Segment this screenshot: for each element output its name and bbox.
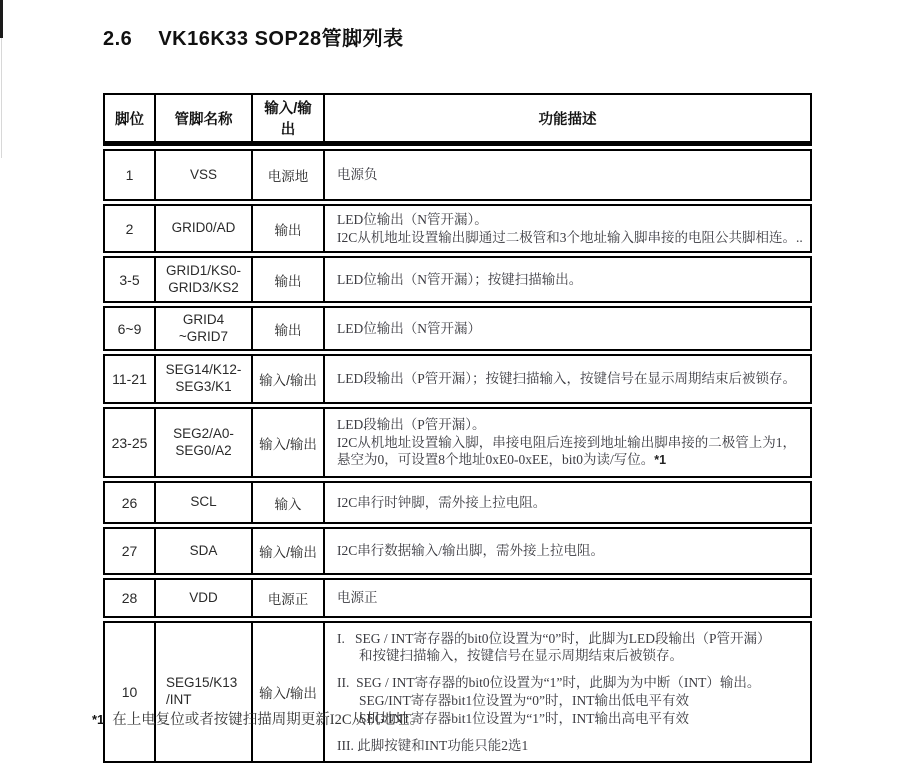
table-row [103, 621, 812, 763]
io-cell: 输入/输出 [253, 621, 325, 763]
name-line: SEG14/K12- [165, 362, 242, 378]
name-line: GRID3/KS2 [168, 279, 239, 295]
pin-cell: 1 [103, 149, 156, 201]
name-cell [156, 149, 253, 201]
io-cell: 输出 [253, 204, 325, 253]
name-line: SEG15/K13 [166, 675, 238, 691]
pin-cell: 28 [103, 578, 156, 618]
footnote-marker: *1 [92, 712, 105, 727]
section-title-text: VK16K33 SOP28管脚列表 [158, 28, 404, 50]
desc-cell [325, 527, 812, 575]
table-row [103, 306, 812, 351]
desc-line-text: I. SEG / INT寄存器的bit0位设置为“0”时，此脚为LED段输出（P管开漏） [337, 630, 771, 646]
desc-line-text: SEG/INT寄存器bit1位设置为“0”时，INT输出低电平有效 [359, 693, 689, 708]
desc-line-text: LED位输出（N管开漏）；按键扫描输出。 [337, 271, 583, 287]
desc-line-text: I2C串行时钟脚，需外接上拉电阻。 [337, 494, 547, 510]
desc-line [337, 674, 804, 692]
page-title [103, 22, 404, 51]
scan-edge-shadow [1, 38, 2, 158]
pin-cell: 26 [103, 481, 156, 524]
pin-table-header [103, 93, 812, 146]
name-cell [156, 527, 253, 575]
desc-line [337, 494, 804, 512]
header-name: 管脚名称 [156, 93, 253, 146]
name-line: VDD [189, 589, 218, 605]
desc-line-text: I2C串行数据输入/输出脚，需外接上拉电阻。 [337, 543, 605, 559]
scan-edge-artifact [0, 0, 3, 38]
name-cell [156, 621, 253, 763]
name-line: SEG2/A0- [173, 425, 234, 441]
pin-cell: 27 [103, 527, 156, 575]
name-line: GRID1/KS0- [165, 262, 242, 278]
desc-cell [325, 256, 812, 303]
desc-line-text: 电源负 [337, 167, 378, 183]
desc-cell [325, 621, 812, 763]
table-row [103, 527, 812, 575]
desc-cell [325, 149, 812, 201]
name-cell [156, 256, 253, 303]
desc-line [337, 271, 804, 289]
desc-line [337, 589, 804, 607]
header-io: 输入/输出 [253, 93, 325, 146]
desc-line [337, 647, 804, 665]
desc-line [337, 320, 804, 338]
name-cell [156, 306, 253, 351]
pin-cell: 3-5 [103, 256, 156, 303]
name-line: SCL [190, 494, 217, 510]
pin-cell: 6~9 [103, 306, 156, 351]
pin-table-body [103, 149, 812, 763]
desc-cell [325, 578, 812, 618]
io-cell: 输入/输出 [253, 354, 325, 404]
name-line: /INT [166, 692, 192, 707]
table-row [103, 407, 812, 478]
desc-line [337, 166, 804, 184]
table-row [103, 204, 812, 253]
table-row [103, 256, 812, 303]
name-cell [156, 481, 253, 524]
desc-cell [325, 407, 812, 478]
io-cell: 输入/输出 [253, 527, 325, 575]
desc-line-text: III. 此脚按键和INT功能只能2选1 [337, 737, 529, 753]
name-line: GRID0/AD [171, 220, 236, 236]
footnote-ref: *1 [654, 453, 667, 468]
desc-line [337, 630, 804, 648]
desc-line [337, 211, 804, 229]
desc-line-text: 和按键扫描输入，按键信号在显示周期结束后被锁存。 [359, 648, 683, 664]
name-cell [156, 354, 253, 404]
desc-line-text: LED段输出（P管开漏）；按键扫描输入，按键信号在显示周期结束后被锁存。 [337, 371, 796, 387]
name-line: SEG0/A2 [175, 442, 232, 458]
desc-line-text: LED位输出（N管开漏）。 [337, 211, 488, 227]
desc-line [337, 737, 804, 755]
pin-cell: 10 [103, 621, 156, 763]
io-cell: 输入/输出 [253, 407, 325, 478]
desc-line [337, 434, 804, 470]
table-row [103, 578, 812, 618]
footnote-text: 在上电复位或者按键扫描周期更新I2C从机地址。 [112, 712, 425, 728]
desc-line-text: LED位输出（N管开漏） [337, 320, 481, 336]
io-cell: 输出 [253, 306, 325, 351]
name-cell [156, 407, 253, 478]
io-cell: 电源正 [253, 578, 325, 618]
desc-cell [325, 354, 812, 404]
header-pin: 脚位 [103, 93, 156, 146]
desc-line-text: II. SEG / INT寄存器的bit0位设置为“1”时，此脚为为中断（INT）输出。 [337, 675, 761, 691]
name-cell [156, 204, 253, 253]
name-cell [156, 578, 253, 618]
io-cell: 输出 [253, 256, 325, 303]
table-row [103, 149, 812, 201]
desc-cell [325, 481, 812, 524]
desc-line-text: SEG/INT寄存器bit1位设置为“1”时，INT输出高电平有效 [359, 710, 689, 726]
desc-line-text: 电源正 [337, 590, 378, 606]
name-line: GRID4 ~GRID7 [178, 311, 229, 344]
desc-line-text: LED段输出（P管开漏）。 [337, 416, 486, 432]
pin-cell: 2 [103, 204, 156, 253]
io-cell: 电源地 [253, 149, 325, 201]
name-line: VSS [189, 166, 217, 182]
desc-line [337, 416, 804, 434]
desc-cell [325, 204, 812, 253]
header-row [103, 93, 812, 146]
header-desc: 功能描述 [325, 93, 812, 146]
desc-line [337, 370, 804, 388]
name-line: SEG3/K1 [175, 379, 232, 394]
name-line: SDA [189, 542, 218, 558]
section-number: 2.6 [103, 28, 133, 50]
pin-cell: 11-21 [103, 354, 156, 404]
pin-cell: 23-25 [103, 407, 156, 478]
desc-line [337, 542, 804, 560]
table-row [103, 354, 812, 404]
desc-cell [325, 306, 812, 351]
desc-line-text: I2C从机地址设置输入脚，串接电阻后连接到地址输出脚串接的二极管上为1，悬空为0，可设置8个地址0xE0-0xEE，bit0为读/写位。 [337, 434, 796, 468]
desc-line-text: I2C从机地址设置输出脚通过二极管和3个地址输入脚串接的电阻公共脚相连。.. [337, 229, 803, 245]
desc-line [337, 229, 804, 247]
table-row [103, 481, 812, 524]
pin-table [103, 90, 812, 766]
footnote [92, 708, 424, 729]
io-cell: 输入 [253, 481, 325, 524]
